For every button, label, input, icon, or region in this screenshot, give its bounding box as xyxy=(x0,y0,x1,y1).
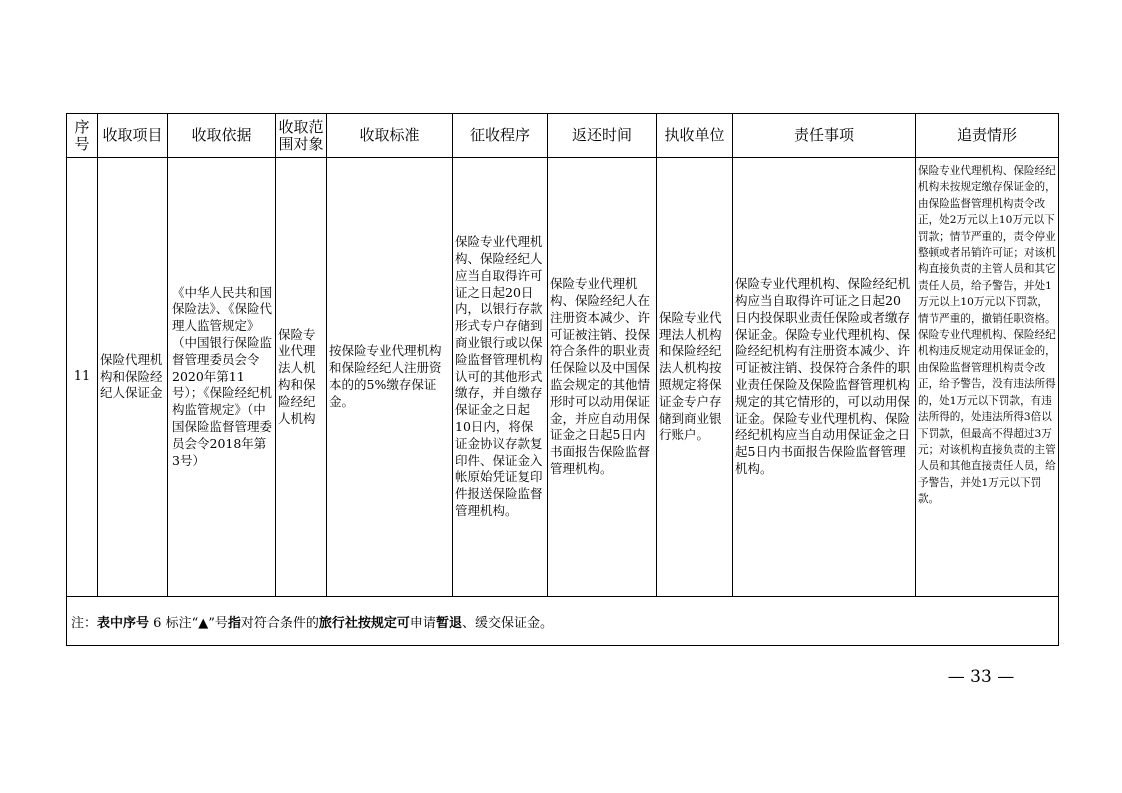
note-bold-5: 暂退 xyxy=(435,615,462,631)
triangle-icon: ▲ xyxy=(198,615,209,631)
note-text-3: 对符合条件的 xyxy=(240,615,319,631)
page-number: — 33 — xyxy=(947,667,1015,687)
header-accountability: 追责情形 xyxy=(916,114,1059,158)
table-row xyxy=(67,158,1059,597)
cell-procedure: 保险专业代理机构、保险经纪人应当自取得许可证之日起20日内，以银行存款形式专户存储到商业银行或以保险监督管理机构认可的其他形式缴存，并自缴存保证金之日起10日内，将保证金协议存款复印件、保证金入帐原始凭证复印件报送保险监督管理机构。 xyxy=(453,158,548,597)
header-basis: 收取依据 xyxy=(168,114,276,158)
fee-table xyxy=(66,113,1059,646)
header-return-time: 返还时间 xyxy=(548,114,657,158)
cell-accountability: 保险专业代理机构、保险经纪机构未按规定缴存保证金的，由保险监督管理机构责令改正，处2万元以上10万元以下罚款；情节严重的，责令停业整顿或者吊销许可证；对该机构直接负责的主管人员和其它责任人员，给予警告，并处1万元以上10万元以下罚款，情节严重的，撤销任职资格。保险专业代理机构、保险经纪机构违反规定动用保证金的，由保险监督管理机构责令改正，给予警告，没有违法所得的，处1万元以下罚款，有违法所得的，处违法所得3倍以下罚款，但最高不得超过3万元；对该机构直接负责的主管人员和其他直接责任人员，给予警告，并处1万元以下罚款。 xyxy=(916,158,1059,597)
note-text-2: ”号 xyxy=(208,615,228,631)
cell-item: 保险代理机构和保险经纪人保证金 xyxy=(98,158,168,597)
header-item: 收取项目 xyxy=(98,114,168,158)
note-text-4: 申请 xyxy=(409,615,436,631)
cell-collector: 保险专业代理法人机构和保险经纪法人机构按照规定将保证金专户存储到商业银行账户。 xyxy=(657,158,733,597)
cell-responsibility: 保险专业代理机构、保险经纪机构应当自取得许可证之日起20日内投保职业责任保险或者缴存保证金。保险专业代理机构、保险经纪机构有注册资本减少、许可证被注销、投保符合条件的职业责任保险及保险监督管理机构规定的其它情形的，可以动用保证金。保险专业代理机构、保险经纪机构应当自动用保证金之日起5日内书面报告保险监督管理机构。 xyxy=(733,158,916,597)
note-bold-4: 旅行社按规定可 xyxy=(318,615,410,631)
cell-return-time: 保险专业代理机构、保险经纪人在注册资本减少、许可证被注销、投保符合条件的职业责任保险以及中国保监会规定的其他情形时可以动用保证金，并应自动用保证金之日起5日内书面报告保险监督管理机构。 xyxy=(548,158,657,597)
header-responsibility: 责任事项 xyxy=(733,114,916,158)
note-text-1: 6 标注“ xyxy=(149,615,199,631)
cell-scope: 保险专业代理法人机构和保险经纪人机构 xyxy=(276,158,327,597)
header-procedure: 征收程序 xyxy=(453,114,548,158)
note-bold-1: 表中序号 xyxy=(97,615,150,631)
table-note xyxy=(67,597,1059,646)
header-row xyxy=(67,114,1059,158)
cell-basis: 《中华人民共和国保险法》、《保险代理人监管规定》（中国银行保险监督管理委员会令2020年第11号）；《保险经纪机构监管规定》（中国保险监督管理委员会令2018年第3号） xyxy=(168,158,276,597)
header-standard: 收取标准 xyxy=(327,114,453,158)
cell-seq: 11 xyxy=(67,158,98,597)
header-collector: 执收单位 xyxy=(657,114,733,158)
note-row xyxy=(67,597,1059,646)
header-seq: 序号 xyxy=(67,114,98,158)
note-bold-3: 指 xyxy=(227,615,241,631)
note-prefix: 注： xyxy=(71,615,98,631)
header-scope: 收取范围对象 xyxy=(276,114,327,158)
note-text-5: 、缓交保证金。 xyxy=(461,615,553,631)
cell-standard: 按保险专业代理机构和保险经纪人注册资本的的5%缴存保证金。 xyxy=(327,158,453,597)
